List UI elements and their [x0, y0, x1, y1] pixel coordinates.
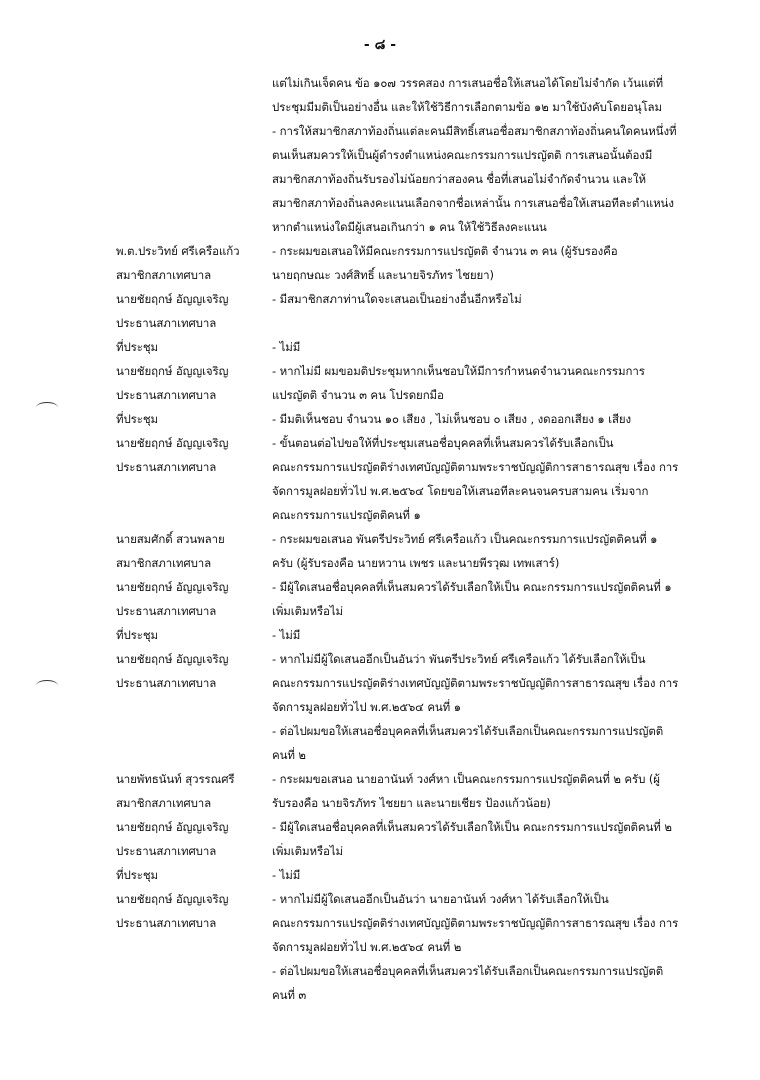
statement-line: - มีมติเห็นชอบ จำนวน ๑๐ เสียง , ไม่เห็นชอบ ๐ เสียง , งดออกเสียง ๑ เสียง [272, 412, 632, 426]
statement-line: สมาชิกสภาท้องถิ่นลงคะแนนเลือกจากชื่อเหล่านั้น การเสนอชื่อให้เสนอทีละตำแหน่ง [272, 196, 674, 210]
speaker-role: ประธานสภาเทศบาล [116, 844, 217, 858]
speaker-name: นายชัยฤกษ์ อัญญเจริญ [116, 364, 229, 378]
speaker-role: ประธานสภาเทศบาล [116, 388, 217, 402]
statement-line: คณะกรรมการแปรญัตติร่างเทศบัญญัติตามพระราชบัญญัติการสาธารณสุข เรื่อง การ [272, 460, 679, 474]
statement-line: - ขั้นตอนต่อไปขอให้ที่ประชุมเสนอชื่อบุคคลที่เห็นสมควรได้รับเลือกเป็น [272, 436, 614, 450]
speaker-role: ประธานสภาเทศบาล [116, 604, 217, 618]
statement-line: แต่ไม่เกินเจ็ดคน ข้อ ๑๐๗ วรรคสอง การเสนอชื่อให้เสนอได้โดยไม่จำกัด เว้นแต่ที่ [272, 76, 664, 90]
statement-line: จัดการมูลฝอยทั่วไป พ.ศ.๒๕๖๔ คนที่ ๒ [272, 940, 462, 954]
speaker-role: ประธานสภาเทศบาล [116, 460, 217, 474]
statement-line: - ต่อไปผมขอให้เสนอชื่อบุคคลที่เห็นสมควรได้รับเลือกเป็นคณะกรรมการแปรญัตติ [272, 724, 664, 738]
margin-mark [36, 680, 58, 691]
statement-line: - หากไม่มีผู้ใดเสนออีกเป็นอันว่า นายอานันท์ วงศ์หา ได้รับเลือกให้เป็น [272, 892, 609, 906]
statement-line: ครับ (ผู้รับรองคือ นายหวาน เพชร และนายพีรวุฒ เทพเสาร์) [272, 556, 560, 570]
statement-line: คนที่ ๒ [272, 748, 306, 762]
statement-line: หากตำแหน่งใดมีผู้เสนอเกินกว่า ๑ คน ให้ใช้วิธีลงคะแนน [272, 220, 547, 234]
statement-line: สมาชิกสภาท้องถิ่นรับรองไม่น้อยกว่าสองคน ชื่อที่เสนอไม่จำกัดจำนวน และให้ [272, 172, 646, 186]
speaker-name: ที่ประชุม [116, 412, 159, 426]
statement-line: รับรองคือ นายจิรภัทร ไชยยา และนายเชียร ป้องแก้วน้อย) [272, 796, 551, 810]
statement-line: - กระผมขอเสนอให้มีคณะกรรมการแปรญัตติ จำนวน ๓ คน (ผู้รับรองคือ [272, 244, 618, 258]
speaker-name: นายชัยฤกษ์ อัญญเจริญ [116, 292, 229, 306]
speaker-name: พ.ต.ประวิทย์ ศรีเครือแก้ว [116, 244, 240, 258]
speaker-name: นายชัยฤกษ์ อัญญเจริญ [116, 436, 229, 450]
speaker-name: นายพัทธนันท์ สุวรรณศรี [116, 772, 235, 786]
statement-line: คนที่ ๓ [272, 988, 307, 1002]
statement-line: - หากไม่มีผู้ใดเสนออีกเป็นอันว่า พันตรีประวิทย์ ศรีเครือแก้ว ได้รับเลือกให้เป็น [272, 652, 646, 666]
statement-line: - มีสมาชิกสภาท่านใดจะเสนอเป็นอย่างอื่นอีกหรือไม่ [272, 292, 522, 306]
speaker-name: นายชัยฤกษ์ อัญญเจริญ [116, 892, 229, 906]
speaker-name: ที่ประชุม [116, 340, 159, 354]
speaker-name: นายสมศักดิ์ สวนพลาย [116, 532, 225, 546]
statement-line: คณะกรรมการแปรญัตติร่างเทศบัญญัติตามพระราชบัญญัติการสาธารณสุข เรื่อง การ [272, 676, 679, 690]
statement-line: ประชุมมีมติเป็นอย่างอื่น และให้ใช้วิธีการเลือกตามข้อ ๑๒ มาใช้บังคับโดยอนุโลม [272, 100, 662, 114]
statement-line: เพิ่มเติมหรือไม่ [272, 604, 343, 618]
speaker-name: ที่ประชุม [116, 868, 159, 882]
speaker-role: ประธานสภาเทศบาล [116, 916, 217, 930]
statement-line: คณะกรรมการแปรญัตติคนที่ ๑ [272, 508, 421, 522]
statement-line: - กระผมขอเสนอ พันตรีประวิทย์ ศรีเครือแก้ว เป็นคณะกรรมการแปรญัตติคนที่ ๑ [272, 532, 658, 546]
statement-line: - มีผู้ใดเสนอชื่อบุคคลที่เห็นสมควรได้รับเลือกให้เป็น คณะกรรมการแปรญัตติคนที่ ๒ [272, 820, 672, 834]
speaker-role: ประธานสภาเทศบาล [116, 316, 217, 330]
statement-line: - ไม่มี [272, 340, 301, 354]
statement-line: จัดการมูลฝอยทั่วไป พ.ศ.๒๕๖๔ โดยขอให้เสนอทีละคนจนครบสามคน เริ่มจาก [272, 484, 649, 498]
page-number: - ๘ - [363, 37, 397, 53]
speaker-name: นายชัยฤกษ์ อัญญเจริญ [116, 820, 229, 834]
speaker-role: ประธานสภาเทศบาล [116, 676, 217, 690]
statement-line: ตนเห็นสมควรให้เป็นผู้ดำรงตำแหน่งคณะกรรมการแปรญัตติ การเสนอนั้นต้องมี [272, 148, 653, 162]
statement-line: - การให้สมาชิกสภาท้องถิ่นแต่ละคนมีสิทธิ์เสนอชื่อสมาชิกสภาท้องถิ่นคนใดคนหนึ่งที่ [272, 124, 677, 138]
speaker-role: สมาชิกสภาเทศบาล [116, 796, 212, 810]
statement-line: - ไม่มี [272, 628, 301, 642]
statement-line: จัดการมูลฝอยทั่วไป พ.ศ.๒๕๖๔ คนที่ ๑ [272, 700, 461, 714]
statement-line: - ต่อไปผมขอให้เสนอชื่อบุคคลที่เห็นสมควรได้รับเลือกเป็นคณะกรรมการแปรญัตติ [272, 964, 664, 978]
statement-line: - กระผมขอเสนอ นายอานันท์ วงศ์หา เป็นคณะกรรมการแปรญัตติคนที่ ๒ ครับ (ผู้ [272, 772, 660, 786]
statement-line: - หากไม่มี ผมขอมติประชุมหากเห็นชอบให้มีการกำหนดจำนวนคณะกรรมการ [272, 364, 645, 378]
speaker-role: สมาชิกสภาเทศบาล [116, 268, 212, 282]
speaker-role: สมาชิกสภาเทศบาล [116, 556, 212, 570]
speaker-name: นายชัยฤกษ์ อัญญเจริญ [116, 580, 229, 594]
speaker-name: นายชัยฤกษ์ อัญญเจริญ [116, 652, 229, 666]
speaker-name: ที่ประชุม [116, 628, 159, 642]
margin-mark [36, 402, 58, 413]
statement-line: แปรญัตติ จำนวน ๓ คน โปรดยกมือ [272, 388, 444, 402]
statement-line: นายฤกษณะ วงศ์สิทธิ์ และนายจิรภัทร ไชยยา) [272, 268, 494, 282]
statement-line: - ไม่มี [272, 868, 301, 882]
statement-line: คณะกรรมการแปรญัตติร่างเทศบัญญัติตามพระราชบัญญัติการสาธารณสุข เรื่อง การ [272, 916, 679, 930]
statement-line: เพิ่มเติมหรือไม่ [272, 844, 343, 858]
statement-line: - มีผู้ใดเสนอชื่อบุคคลที่เห็นสมควรได้รับเลือกให้เป็น คณะกรรมการแปรญัตติคนที่ ๑ [272, 580, 672, 594]
